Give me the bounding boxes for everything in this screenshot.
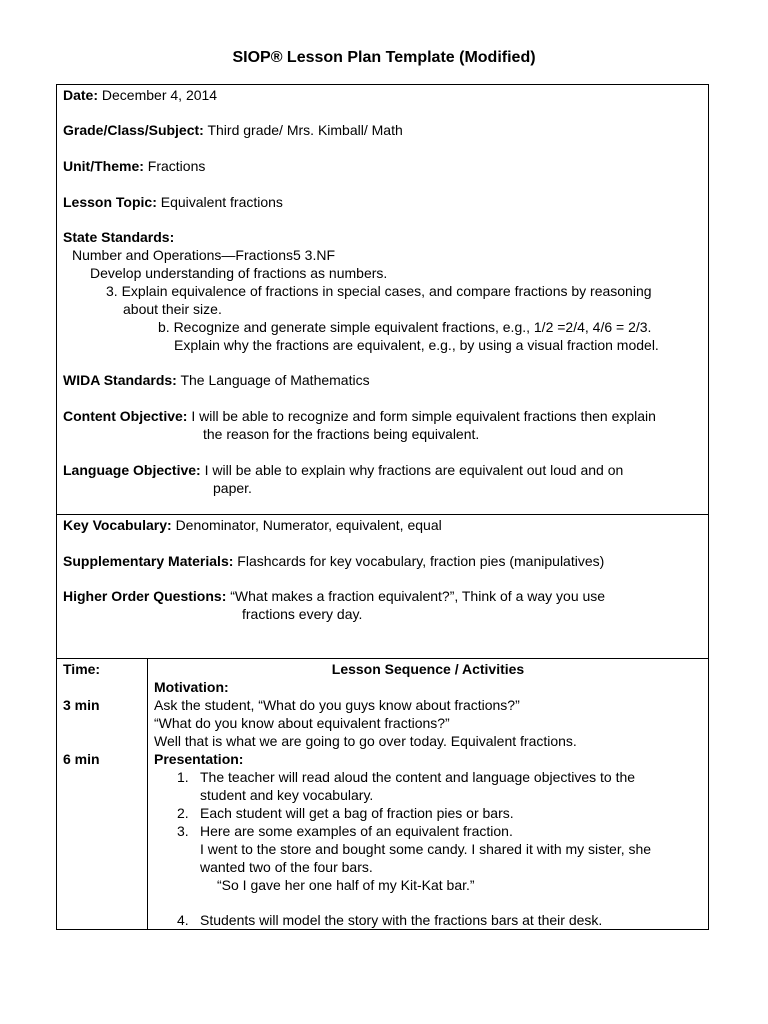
list-item: wanted two of the four bars. <box>200 859 373 875</box>
language-objective-continued: paper. <box>213 480 252 496</box>
state-standard-line: about their size. <box>123 301 222 317</box>
content-objective-value: I will be able to recognize and form simple equivalent fractions then explain <box>191 408 656 424</box>
grade-row: Grade/Class/Subject: Third grade/ Mrs. Kimball/ Math <box>63 122 403 138</box>
grade-value: Third grade/ Mrs. Kimball/ Math <box>207 122 403 138</box>
state-standard-line: 3. Explain equivalence of fractions in special cases, and compare fractions by reasoning <box>106 283 652 299</box>
content-objective-continued: the reason for the fractions being equivalent. <box>203 426 480 442</box>
time-header: Time: <box>63 661 101 677</box>
higher-order-questions-value: “What makes a fraction equivalent?”, Think of a way you use <box>230 588 606 604</box>
higher-order-questions-row: Higher Order Questions: “What makes a fraction equivalent?”, Think of a way you use <box>63 588 606 604</box>
lesson-plan-table <box>56 84 709 930</box>
page-title: SIOP® Lesson Plan Template (Modified) <box>232 49 536 66</box>
topic-row: Lesson Topic: Equivalent fractions <box>63 194 283 210</box>
motivation-line: Well that is what we are going to go over today. Equivalent fractions. <box>154 733 577 749</box>
lesson-info-section <box>57 85 708 515</box>
list-item: The teacher will read aloud the content and language objectives to the <box>200 769 636 785</box>
story-quote: “So I gave her one half of my Kit-Kat bar.” <box>217 877 475 893</box>
time-3-min: 3 min <box>63 697 100 713</box>
time-column <box>57 659 148 929</box>
topic-value: Equivalent fractions <box>160 194 283 210</box>
list-item: Here are some examples of an equivalent fraction. <box>200 823 513 839</box>
language-objective-row: Language Objective: I will be able to explain why fractions are equivalent out loud and on <box>63 462 624 478</box>
list-item: Students will model the story with the fractions bars at their desk. <box>200 912 603 928</box>
materials-row: Supplementary Materials: Flashcards for key vocabulary, fraction pies (manipulatives) <box>63 553 605 569</box>
materials-value: Flashcards for key vocabulary, fraction pies (manipulatives) <box>237 553 605 569</box>
date-row: Date: December 4, 2014 <box>63 87 218 103</box>
vocabulary-value: Denominator, Numerator, equivalent, equal <box>175 517 442 533</box>
list-item-number: 1. <box>177 769 189 785</box>
date-value: December 4, 2014 <box>101 87 218 103</box>
list-item-number: 4. <box>177 912 189 928</box>
time-6-min: 6 min <box>63 751 100 767</box>
state-standard-line: Develop understanding of fractions as numbers. <box>90 265 388 281</box>
motivation-line: “What do you know about equivalent fractions?” <box>154 715 450 731</box>
state-standard-line: Number and Operations—Fractions5 3.NF <box>72 247 335 263</box>
list-item: I went to the store and bought some candy. I shared it with my sister, she <box>200 841 652 857</box>
state-standard-line: b. Recognize and generate simple equivalent fractions, e.g., 1/2 =2/4, 4/6 = 2/3. <box>158 319 652 335</box>
content-objective-row: Content Objective: I will be able to recognize and form simple equivalent fractions then explain <box>63 408 656 424</box>
vocabulary-row: Key Vocabulary: Denominator, Numerator, equivalent, equal <box>63 517 442 533</box>
list-item-number: 3. <box>177 823 189 839</box>
unit-value: Fractions <box>147 158 206 174</box>
list-item: Each student will get a bag of fraction pies or bars. <box>200 805 514 821</box>
unit-row: Unit/Theme: Fractions <box>63 158 206 174</box>
lesson-sequence-section <box>57 659 708 929</box>
sequence-header: Lesson Sequence / Activities <box>331 661 525 677</box>
materials-section <box>57 515 708 659</box>
wida-value: The Language of Mathematics <box>180 372 370 388</box>
state-standards-label: State Standards: <box>63 229 175 245</box>
motivation-line: Ask the student, “What do you guys know about fractions?” <box>154 697 520 713</box>
presentation-label: Presentation: <box>154 751 244 767</box>
language-objective-value: I will be able to explain why fractions are equivalent out loud and on <box>204 462 624 478</box>
wida-row: WIDA Standards: The Language of Mathematics <box>63 372 370 388</box>
list-item: student and key vocabulary. <box>200 787 374 803</box>
state-standard-line: Explain why the fractions are equivalent, e.g., by using a visual fraction model. <box>174 337 659 353</box>
motivation-label: Motivation: <box>154 679 229 695</box>
list-item-number: 2. <box>177 805 189 821</box>
higher-order-questions-continued: fractions every day. <box>242 606 363 622</box>
